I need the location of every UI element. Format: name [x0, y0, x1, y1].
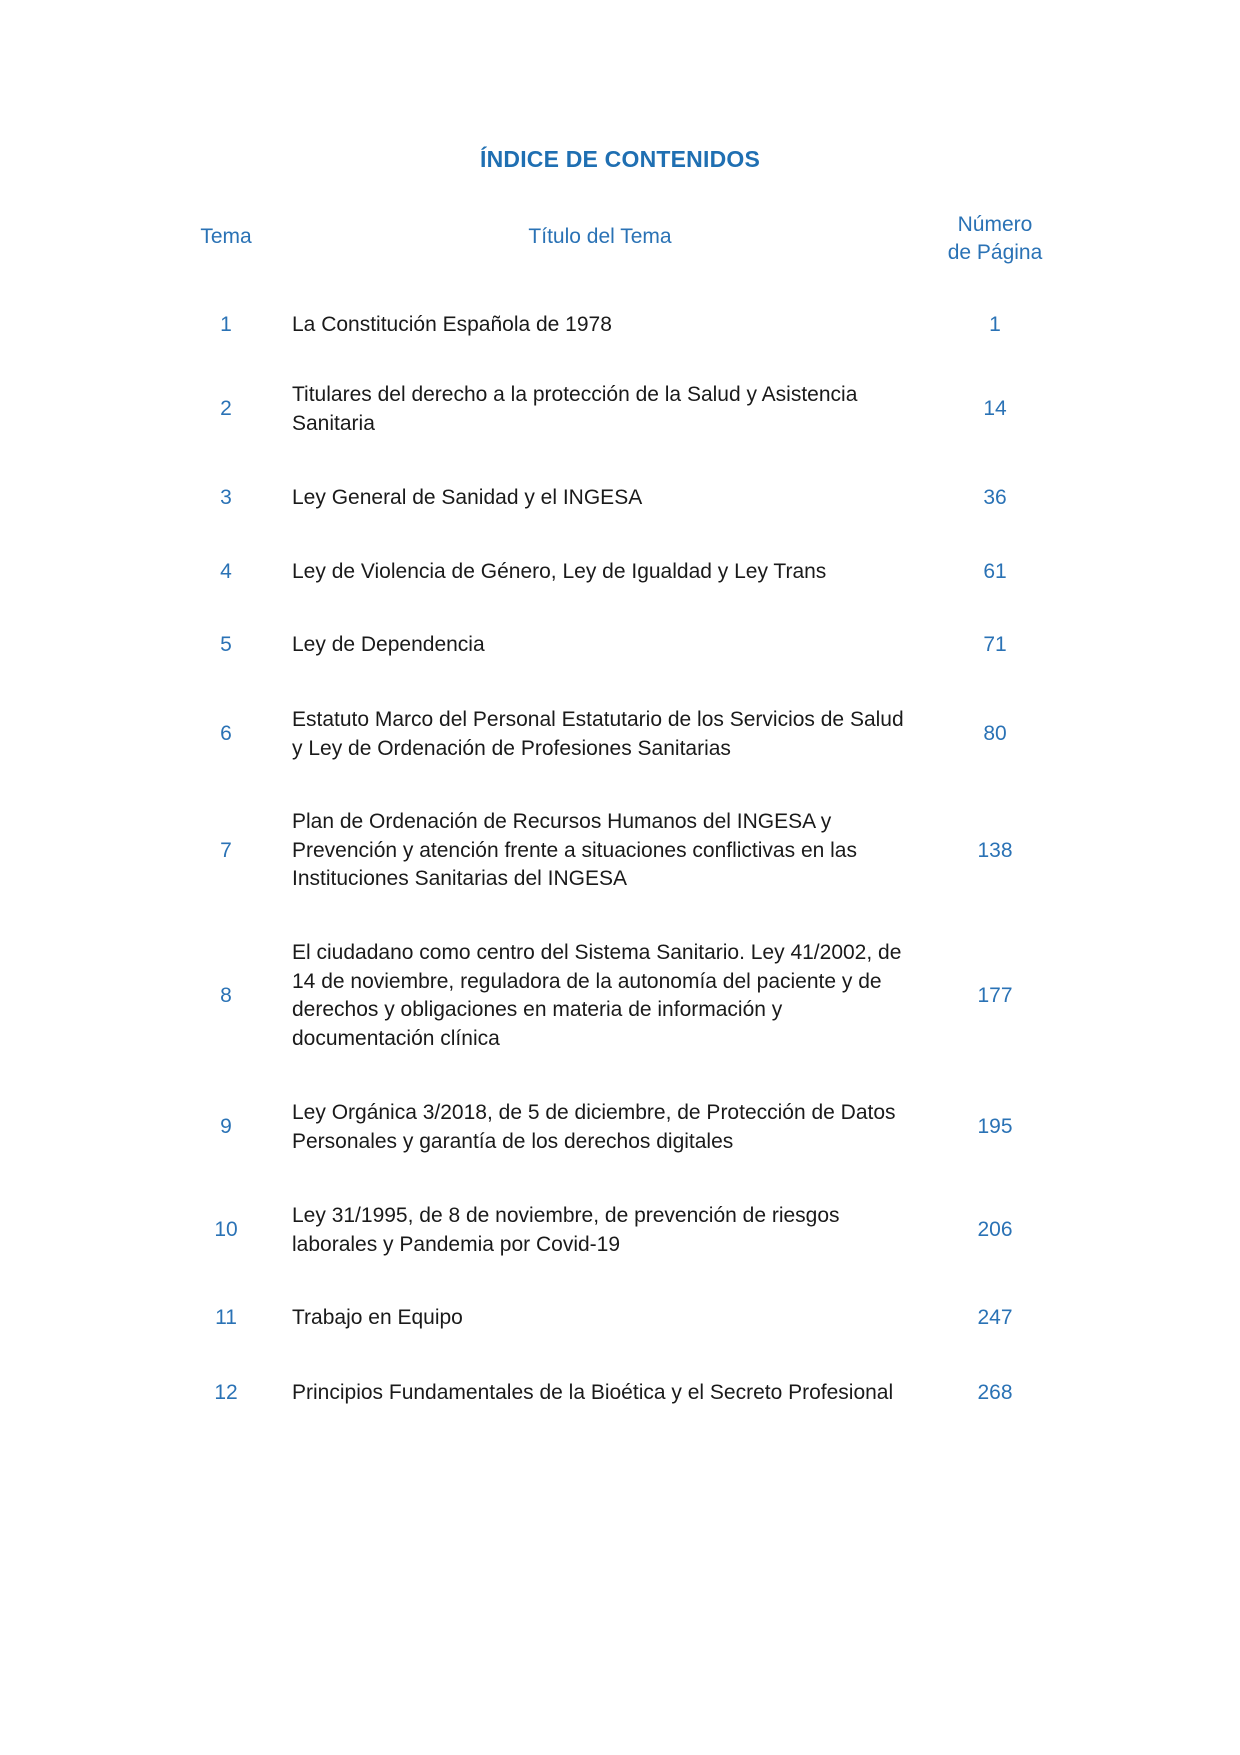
row-page: 71: [983, 633, 1007, 656]
row-number: 2: [220, 397, 232, 420]
row-number: 12: [214, 1381, 238, 1404]
row-page: 36: [983, 486, 1007, 509]
toc-header: [0, 207, 1240, 269]
row-title: Ley 31/1995, de 8 de noviembre, de prevención de riesgos laborales y Pandemia por Covid-19: [292, 1204, 840, 1256]
row-page: 268: [977, 1381, 1013, 1404]
row-page: 1: [989, 313, 1001, 336]
row-title: Titulares del derecho a la protección de la Salud y Asistencia Sanitaria: [292, 383, 858, 435]
row-number: 5: [220, 633, 232, 656]
row-page: 14: [983, 397, 1007, 420]
header-numero-pagina: [920, 211, 1070, 267]
row-title: Trabajo en Equipo: [292, 1306, 463, 1329]
row-title: El ciudadano como centro del Sistema Sanitario. Ley 41/2002, de 14 de noviembre, reguladora de la autonomía del paciente y de derechos y obligaciones en materia de información y documentación clínica: [292, 941, 902, 1050]
row-title: Ley de Violencia de Género, Ley de Igualdad y Ley Trans: [292, 560, 827, 583]
row-number: 1: [220, 313, 232, 336]
row-title: Principios Fundamentales de la Bioética y el Secreto Profesional: [292, 1381, 894, 1404]
row-page: 247: [977, 1306, 1013, 1329]
row-number: 8: [220, 984, 232, 1007]
row-page: 80: [983, 722, 1007, 745]
row-title: Ley Orgánica 3/2018, de 5 de diciembre, de Protección de Datos Personales y garantía de los derechos digitales: [292, 1101, 896, 1153]
header-numero-line1: Número: [957, 213, 1033, 236]
row-title: Ley de Dependencia: [292, 633, 485, 656]
header-tema: Tema: [200, 225, 252, 248]
row-page: 177: [977, 984, 1013, 1007]
row-number: 7: [220, 839, 232, 862]
row-number: 6: [220, 722, 232, 745]
row-number: 4: [220, 560, 232, 583]
row-page: 206: [977, 1218, 1013, 1241]
row-number: 3: [220, 486, 232, 509]
row-title: Plan de Ordenación de Recursos Humanos del INGESA y Prevención y atención frente a situaciones conflictivas en las Instituciones Sanitarias del INGESA: [292, 810, 857, 890]
row-number: 11: [215, 1306, 237, 1329]
row-title: Estatuto Marco del Personal Estatutario de los Servicios de Salud y Ley de Ordenación de Profesiones Sanitarias: [292, 708, 904, 760]
row-page: 61: [983, 560, 1007, 583]
header-numero-line2: de Página: [947, 241, 1043, 264]
row-title: La Constitución Española de 1978: [292, 313, 612, 336]
row-number: 10: [214, 1218, 238, 1241]
row-number: 9: [220, 1115, 232, 1138]
header-titulo: Título del Tema: [528, 225, 672, 248]
row-page: 195: [977, 1115, 1013, 1138]
page-title: ÍNDICE DE CONTENIDOS: [479, 146, 761, 172]
row-title: Ley General de Sanidad y el INGESA: [292, 486, 643, 509]
row-page: 138: [977, 839, 1013, 862]
